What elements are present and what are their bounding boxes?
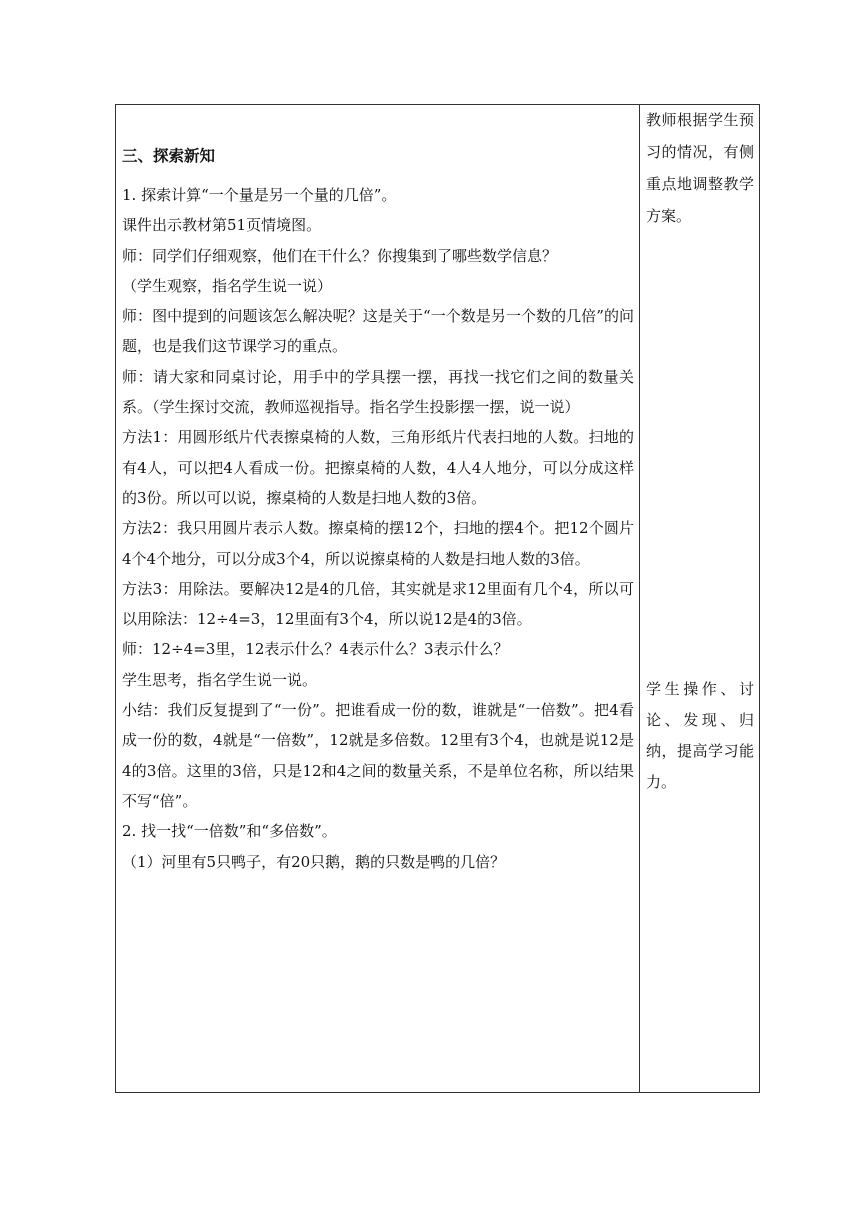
paragraph: 师：请大家和同桌讨论，用手中的学具摆一摆，再找一找它们之间的数量关系。（学生探讨交流，教师巡视指导。指名学生投影摆一摆，说一说） (122, 367, 634, 417)
design-intent-note: 教师根据学生预习的情况，有侧重点地调整教学方案。 (646, 111, 754, 225)
paragraph: （1）河里有5只鸭子，有20只鹅，鹅的只数是鸭的几倍？ (122, 852, 506, 871)
column-divider (639, 105, 640, 1092)
paragraph: 师：同学们仔细观察，他们在干什么？你搜集到了哪些数学信息？ (122, 246, 558, 265)
paragraph: 2. 找一找“一倍数”和“多倍数”。 (122, 822, 337, 841)
section-heading: 三、探索新知 (122, 147, 216, 165)
lesson-table (115, 104, 760, 1093)
design-intent-note: 学生操作、讨论、发现、归纳，提高学习能力。 (646, 680, 754, 791)
process-text (122, 180, 634, 877)
paragraph: 学生思考，指名学生说一说。 (122, 670, 318, 689)
paragraph: 方法3：用除法。要解决12是4的几倍，其实就是求12里面有几个4，所以可以用除法：12÷4=3，12里面有3个4，所以说12是4的3倍。 (122, 579, 634, 629)
paragraph: （学生观察，指名学生说一说） (122, 276, 333, 295)
paragraph: 方法2：我只用圆片表示人数。擦桌椅的摆12个，扫地的摆4个。把12个圆片4个4个地分，可以分成3个4，所以说擦桌椅的人数是扫地人数的3倍。 (122, 519, 634, 568)
paragraph: 师：图中提到的问题该怎么解决呢？这是关于“一个数是另一个数的几倍”的问题，也是我们这节课学习的重点。 (122, 307, 634, 356)
paragraph: 小结：我们反复提到了“一份”。把谁看成一份的数，谁就是“一倍数”。把4看成一份的数，4就是“一倍数”，12就是多倍数。12里有3个4，也就是说12是4的3倍。这里的3倍，只是12和4之间的数量关系，不是单位名称，所以结果不写“倍”。 (122, 701, 634, 810)
paragraph: 师：12÷4=3里，12表示什么？4表示什么？3表示什么？ (122, 640, 509, 659)
paragraph: 1. 探索计算“一个量是另一个量的几倍”。 (122, 186, 397, 204)
paragraph: 课件出示教材第51页情境图。 (122, 216, 322, 235)
paragraph: 方法1：用圆形纸片代表擦桌椅的人数，三角形纸片代表扫地的人数。扫地的有4人，可以把4人看成一份。把擦桌椅的人数，4人4人地分，可以分成这样的3份。所以可以说，擦桌椅的人数是扫地人数的3倍。 (122, 428, 634, 507)
